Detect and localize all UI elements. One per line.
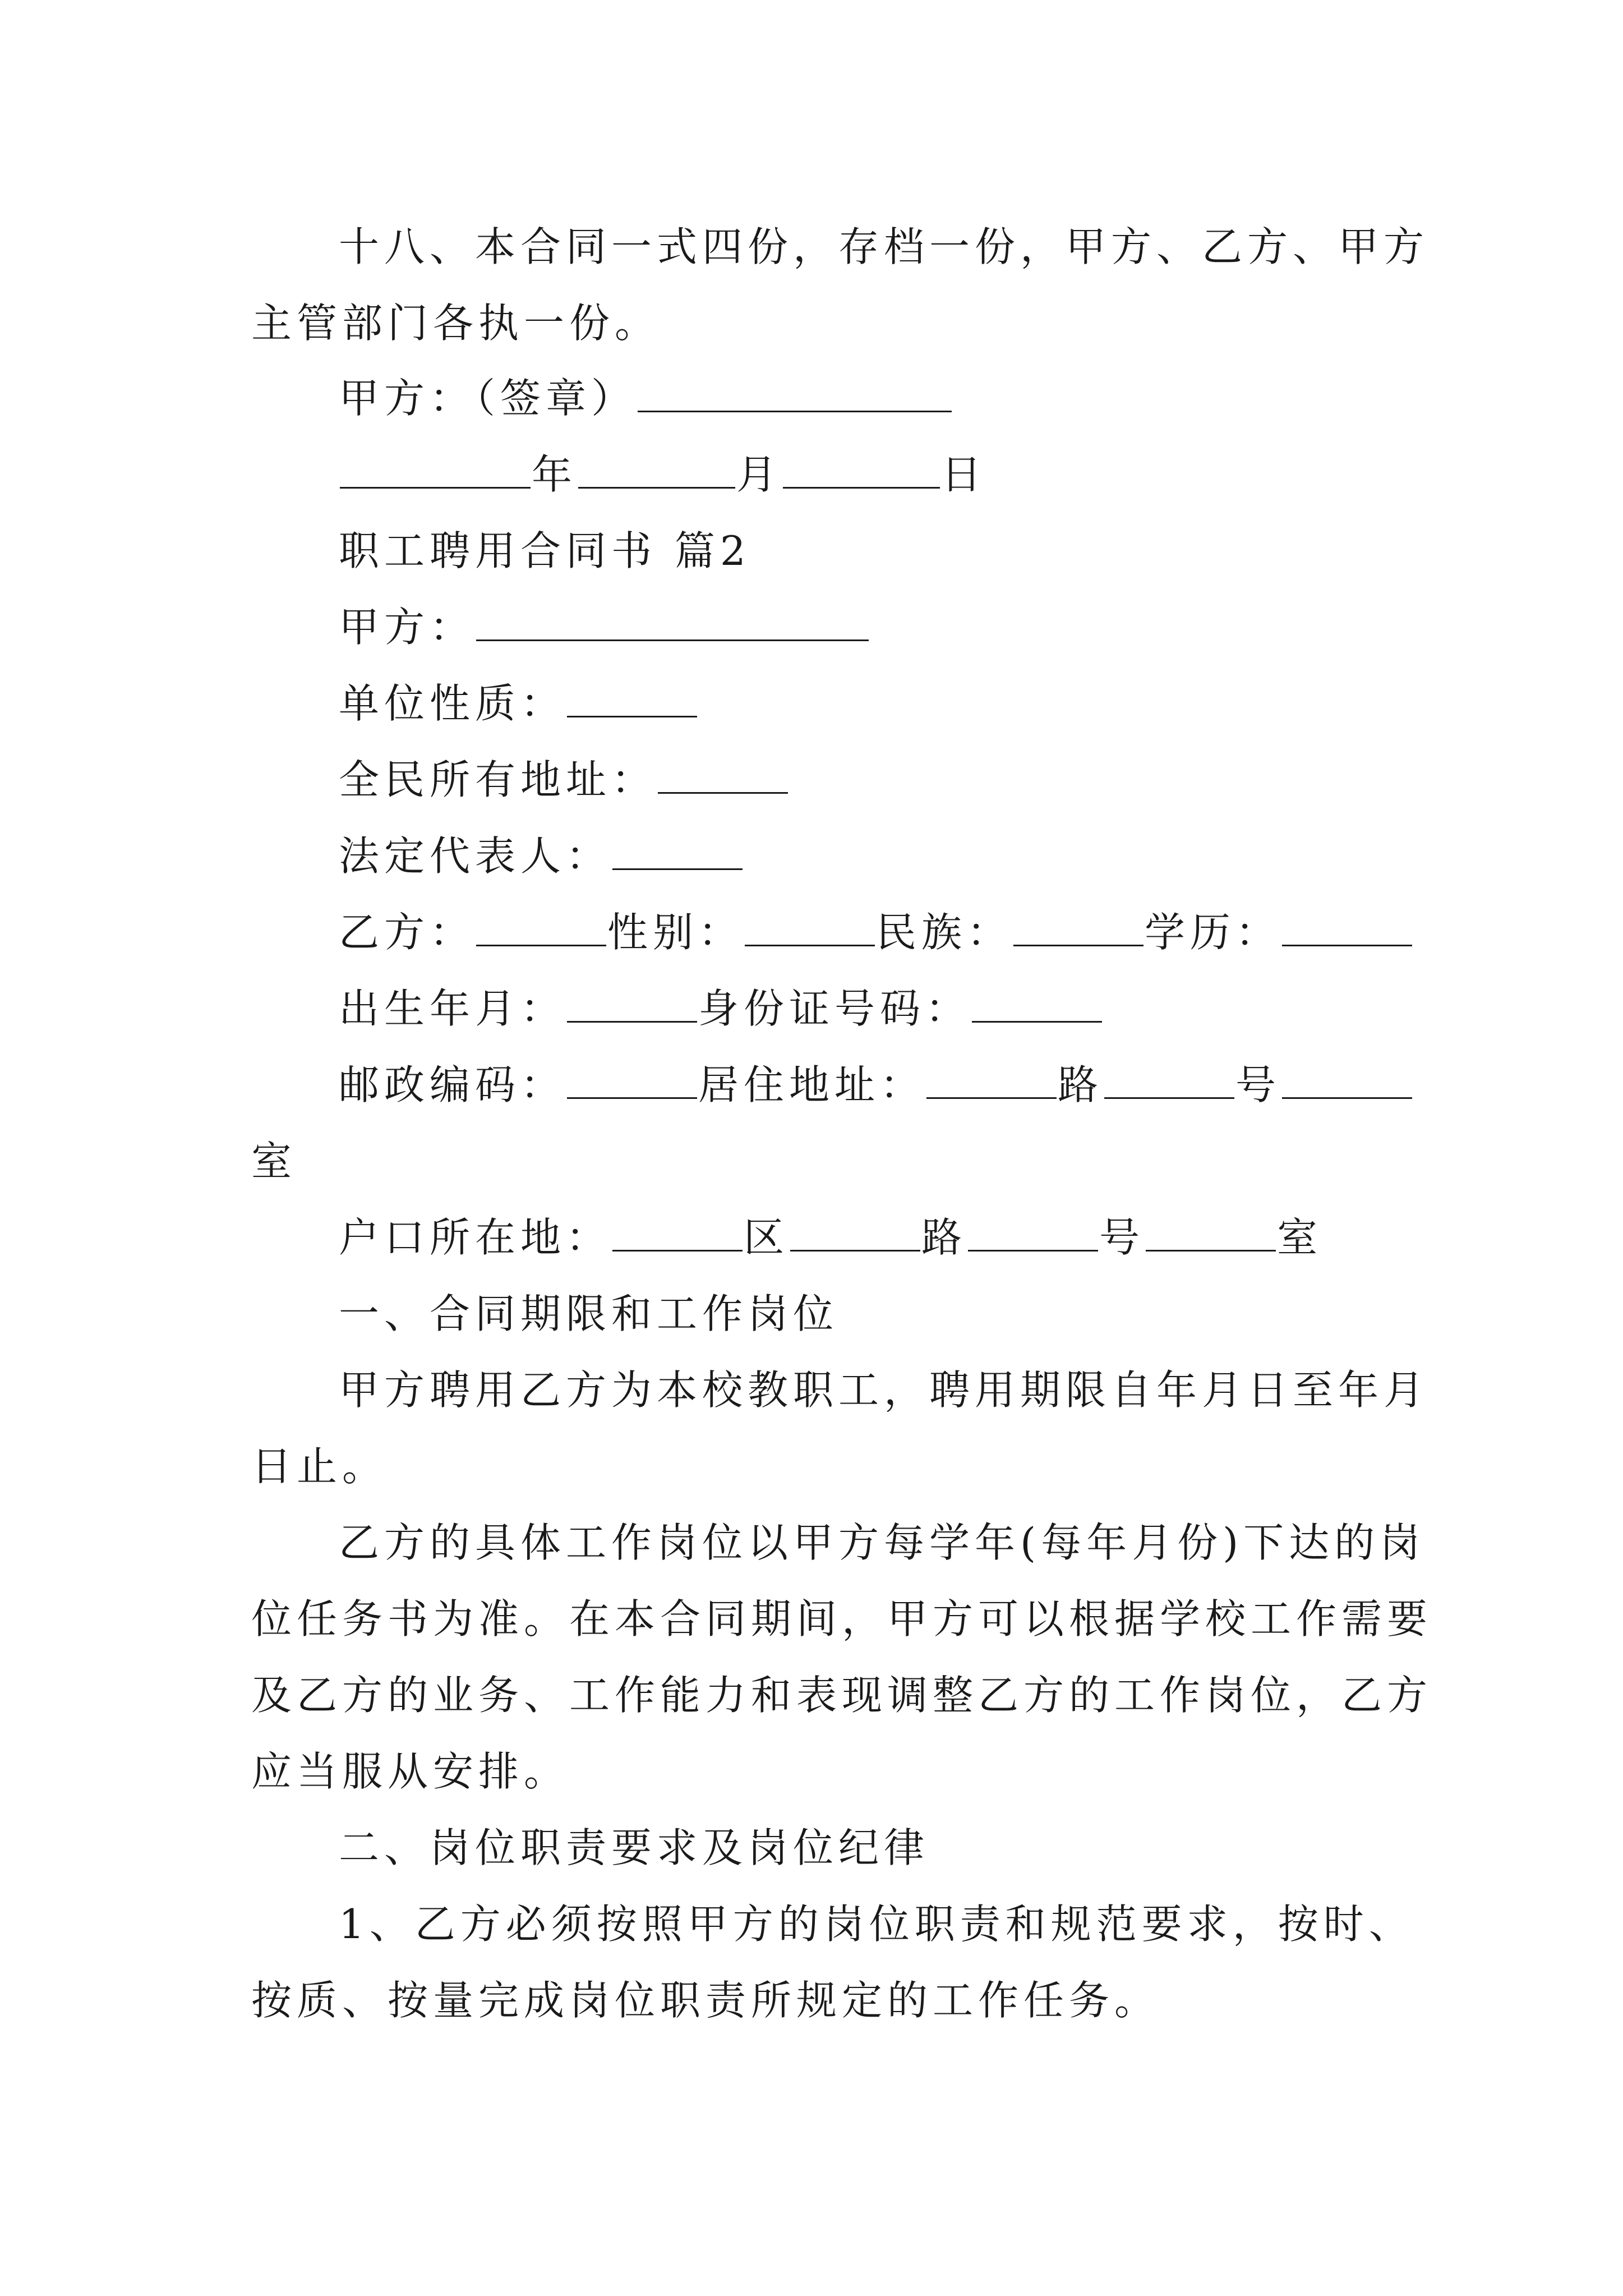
paragraph-18-line-2: 主管部门各执一份。 [251,300,661,347]
hukou-road-blank[interactable] [968,1214,1098,1251]
month-label: 月 [736,451,782,498]
paragraph-post-line-3: 及乙方的业务、工作能力和表现调整乙方的工作岗位，乙方 [251,1672,1433,1719]
residence-road-label: 路 [1058,1061,1104,1108]
hukou-district-blank[interactable] [790,1214,920,1251]
heading-2: 二、岗位职责要求及岗位纪律 [339,1824,930,1871]
postal-label: 邮政编码： [339,1061,566,1108]
paragraph-18-line-1: 十八、本合同一式四份，存档一份，甲方、乙方、甲方 [339,223,1430,270]
residence-label: 居住地址： [698,1061,926,1108]
birth-label: 出生年月： [339,985,566,1032]
gender-label: 性别： [607,909,744,956]
legal-rep-blank[interactable] [612,832,743,870]
signature-label: 甲方：（签章） [339,375,637,422]
party-a-line [339,599,1384,655]
paragraph-post-line-1: 乙方的具体工作岗位以甲方每学年(每年月份)下达的岗 [339,1519,1426,1566]
birth-line [339,981,1384,1037]
address-blank[interactable] [658,756,788,794]
education-label: 学历： [1145,909,1281,956]
unit-nature-line [339,675,1384,731]
paragraph-post-line-2: 位任务书为准。在本合同期间，甲方可以根据学校工作需要 [251,1595,1433,1642]
paragraph-duty-line-2: 按质、按量完成岗位职责所规定的工作任务。 [251,1977,1160,2024]
id-label: 身份证号码： [698,985,971,1032]
hukou-number-label: 号 [1099,1214,1145,1261]
id-blank[interactable] [972,985,1102,1023]
residence-road-blank[interactable] [1104,1061,1234,1099]
ethnicity-label: 民族： [876,909,1013,956]
year-label: 年 [532,451,578,498]
education-blank[interactable] [1282,909,1412,946]
paragraph-term-line-1: 甲方聘用乙方为本校教职工，聘用期限自年月日至年月 [339,1366,1430,1414]
hukou-room-label: 室 [1277,1214,1323,1261]
address-line [339,752,1384,808]
postal-line [339,1057,1384,1113]
hukou-road-label: 路 [921,1214,967,1261]
paragraph-term-line-2: 日止。 [251,1443,388,1490]
paragraph-duty-line-1: 1、乙方必须按照甲方的岗位职责和规范要求，按时、 [339,1901,1414,1948]
hukou-label: 户口所在地： [339,1214,612,1261]
paragraph-post-line-4: 应当服从安排。 [251,1748,570,1795]
party-a-blank[interactable] [476,604,869,641]
birth-blank[interactable] [567,985,697,1023]
heading-1: 一、合同期限和工作岗位 [339,1290,839,1337]
hukou-number-blank[interactable] [1146,1214,1276,1251]
residence-blank[interactable] [926,1061,1057,1099]
ethnicity-blank[interactable] [1013,909,1144,946]
date-line [339,447,1384,503]
hukou-blank[interactable] [612,1214,743,1251]
party-a-label: 甲方： [339,604,476,651]
party-b-label: 乙方： [339,909,476,956]
gender-blank[interactable] [745,909,875,946]
residence-number-blank[interactable] [1282,1061,1412,1099]
postal-blank[interactable] [567,1061,697,1099]
legal-rep-label: 法定代表人： [339,832,612,880]
signature-blank[interactable] [638,375,952,412]
hukou-district-label: 区 [744,1214,790,1261]
unit-nature-blank[interactable] [567,680,697,717]
unit-nature-label: 单位性质： [339,680,566,727]
day-blank[interactable] [783,451,940,489]
party-b-blank[interactable] [476,909,606,946]
address-label: 全民所有地址： [339,756,657,803]
residence-room-label: 室 [251,1138,297,1185]
year-blank[interactable] [340,451,531,489]
legal-rep-line [339,828,1384,884]
month-blank[interactable] [578,451,735,489]
residence-number-label: 号 [1235,1061,1281,1108]
hukou-line [339,1209,1384,1266]
signature-line [339,370,1384,426]
section-title: 职工聘用合同书 篇2 [339,527,751,574]
day-label: 日 [941,451,987,498]
party-b-line [339,904,1384,960]
